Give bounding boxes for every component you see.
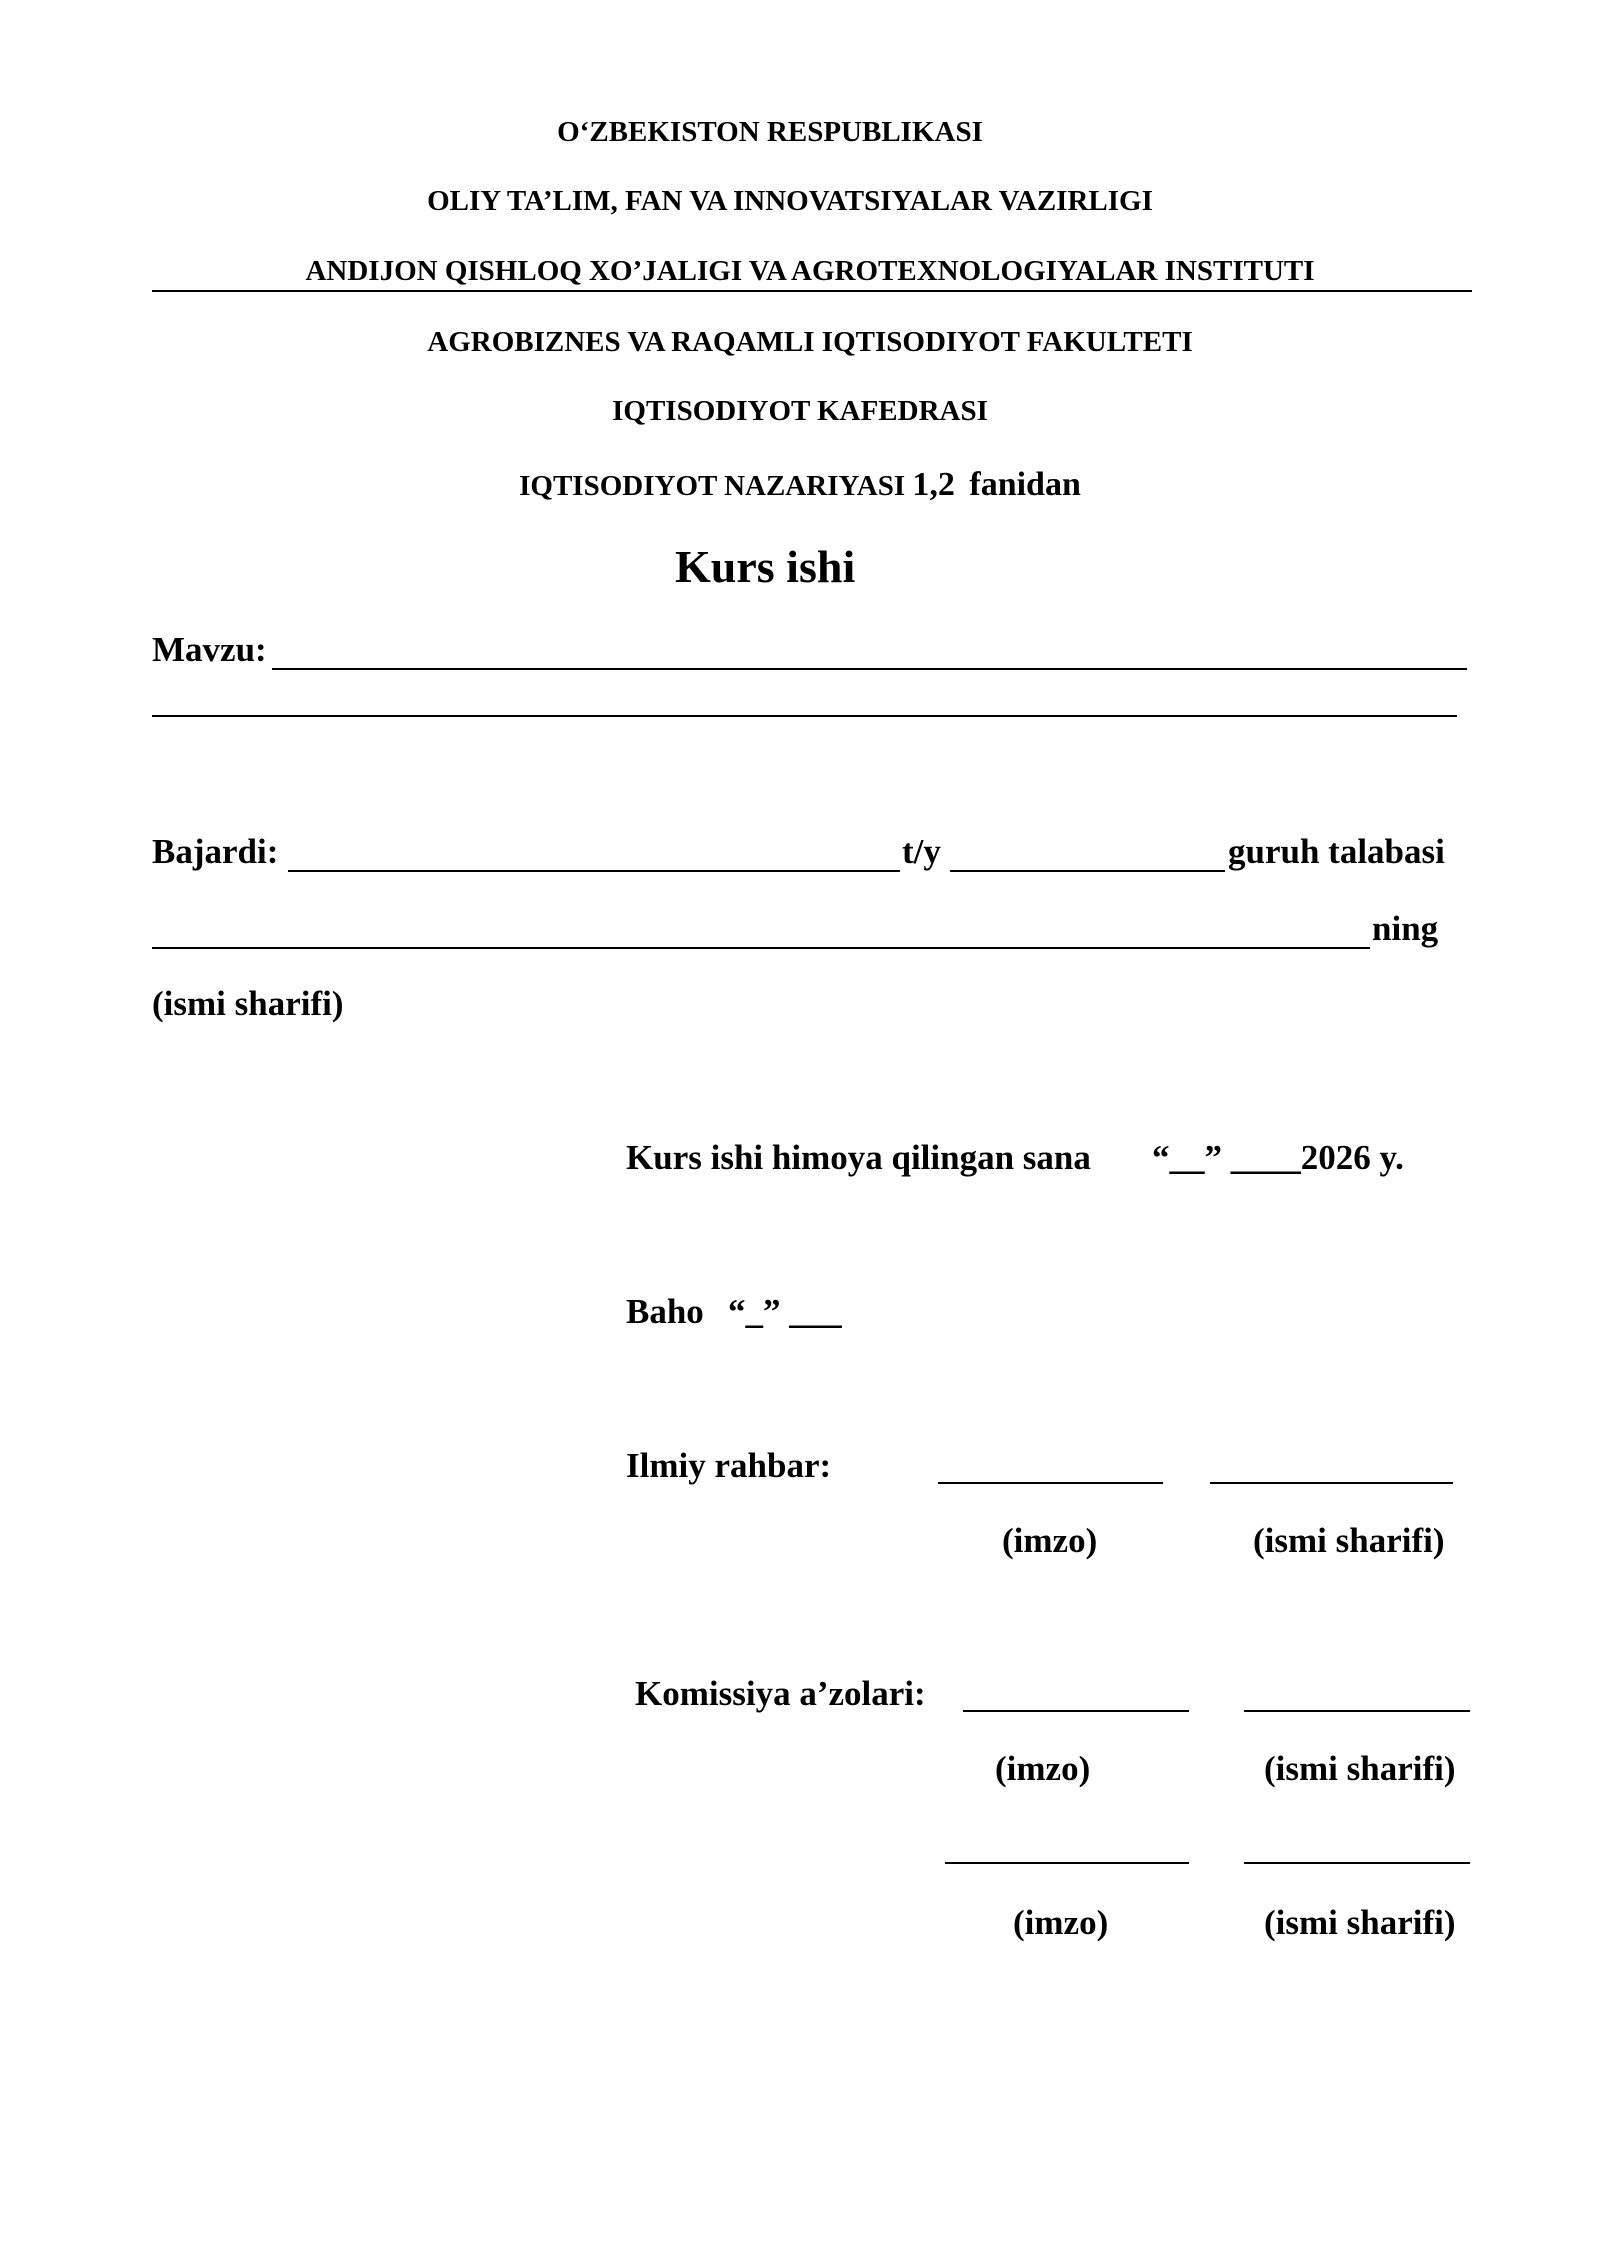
student-name-hint: (ismi sharifi) — [152, 984, 344, 1023]
topic-blank-line-1 — [272, 668, 1467, 670]
topic-label: Mavzu: — [152, 630, 267, 669]
commission-2-signature-hint: (imzo) — [1013, 1903, 1109, 1942]
student-fullname-blank — [152, 947, 1370, 949]
defense-date-value: “__” ____2026 y. — [1152, 1138, 1404, 1177]
commission-1-signature-hint: (imzo) — [995, 1749, 1091, 1788]
header-faculty: AGROBIZNES VA RAQAMLI IQTISODIYOT FAKULTETI — [427, 326, 1193, 358]
commission-1-signature-blank — [963, 1710, 1189, 1712]
supervisor-name-hint: (ismi sharifi) — [1253, 1521, 1445, 1560]
commission-1-name-hint: (ismi sharifi) — [1264, 1749, 1456, 1788]
topic-blank-line-2 — [152, 715, 1457, 717]
subject-name: IQTISODIYOT NAZARIYASI — [519, 470, 906, 502]
header-subject — [0, 466, 1600, 504]
supervisor-name-blank — [1210, 1482, 1453, 1484]
supervisor-signature-hint: (imzo) — [1002, 1521, 1098, 1560]
supervisor-signature-blank — [938, 1482, 1163, 1484]
commission-2-signature-blank — [945, 1862, 1189, 1864]
grade-label: Baho — [626, 1292, 704, 1331]
group-label: guruh talabasi — [1228, 832, 1445, 871]
student-label: Bajardi: — [152, 832, 279, 871]
header-divider — [152, 290, 1472, 292]
subject-suffix: fanidan — [969, 466, 1081, 503]
grade-value: “_” ___ — [728, 1292, 842, 1331]
commission-label: Komissiya a’zolari: — [635, 1674, 926, 1713]
defense-date-label: Kurs ishi himoya qilingan sana — [626, 1138, 1091, 1177]
subject-number: 1,2 — [912, 466, 955, 503]
student-name-blank — [288, 870, 900, 872]
commission-2-name-blank — [1244, 1862, 1470, 1864]
supervisor-label: Ilmiy rahbar: — [626, 1446, 832, 1485]
header-institute: ANDIJON QISHLOQ XO’JALIGI VA AGROTEXNOLOGIYALAR INSTITUTI — [305, 255, 1315, 287]
possessive-suffix: ning — [1372, 909, 1439, 948]
header-ministry: OLIY TA’LIM, FAN VA INNOVATSIYALAR VAZIRLIGI — [427, 185, 1153, 217]
commission-2-name-hint: (ismi sharifi) — [1264, 1903, 1456, 1942]
group-blank — [950, 870, 1225, 872]
course-label: t/y — [902, 832, 941, 871]
commission-1-name-blank — [1244, 1710, 1470, 1712]
page-title: Kurs ishi — [675, 541, 856, 592]
header-department: IQTISODIYOT KAFEDRASI — [612, 395, 988, 427]
header-republic: O‘ZBEKISTON RESPUBLIKASI — [557, 116, 983, 148]
